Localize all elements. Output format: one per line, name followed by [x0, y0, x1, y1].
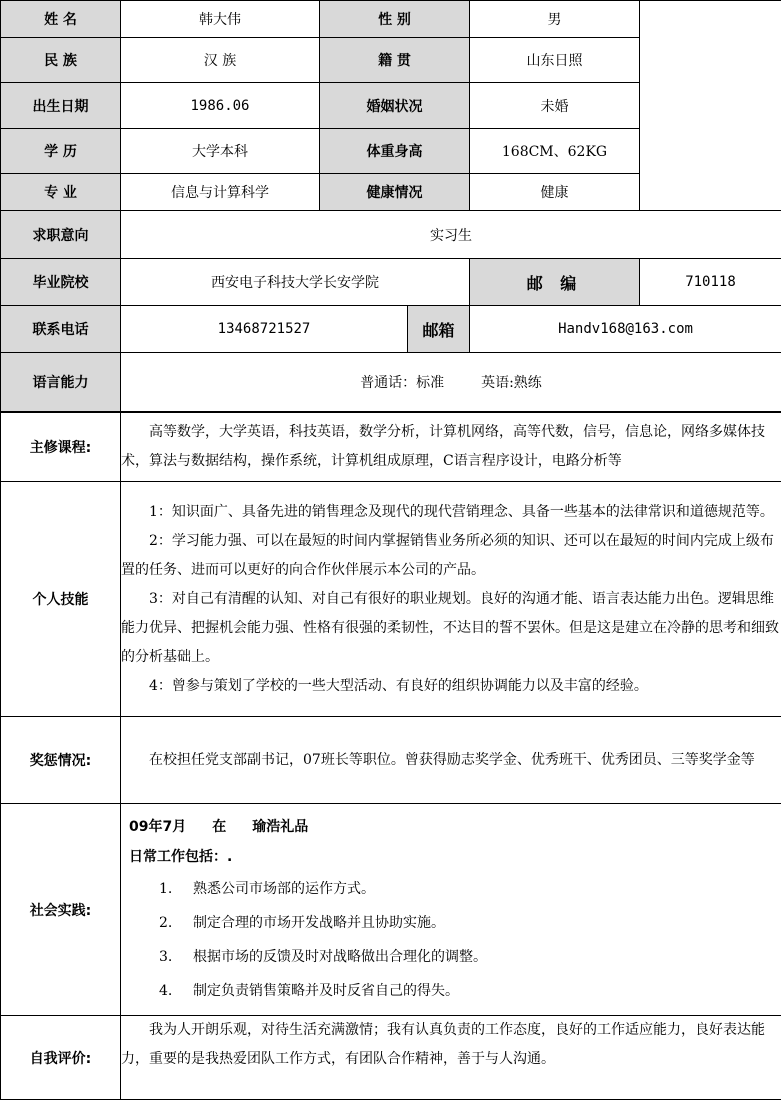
courses-text: 高等数学，大学英语，科技英语，数学分析，计算机网络，高等代数，信号，信息论，网络多媒体技术，算法与数据结构，操作系统，计算机组成原理，C语言程序设计，电路分析等 [121, 412, 781, 482]
gender-label: 性 别 [320, 1, 470, 38]
school-value: 西安电子科技大学长安学院 [121, 259, 470, 306]
courses-label: 主修课程: [1, 412, 121, 482]
awards-label: 奖惩情况: [1, 717, 121, 804]
practice-label: 社会实践: [1, 804, 121, 1016]
education-label: 学 历 [1, 129, 121, 174]
duty-text: 制定合理的市场开发战略并且协助实施。 [193, 915, 445, 931]
skills-content [121, 482, 781, 717]
skill-item: 3：对自己有清醒的认知、对自己有很好的职业规划。良好的沟通才能、语言表达能力出色。逻辑思维能力优异、把握机会能力强、性格有很强的柔韧性，不达目的誓不罢休。但是这是建立在冷静的思考和细致的分析基础上。 [121, 585, 781, 672]
job-value: 实习生 [121, 211, 781, 259]
marital-label: 婚姻状况 [320, 83, 470, 129]
zip-value: 710118 [640, 259, 781, 306]
duty-item [129, 906, 777, 940]
health-value: 健康 [470, 174, 640, 211]
zip-label: 邮 编 [527, 274, 583, 293]
language-value [121, 353, 781, 412]
email-value: Handv168@163.com [470, 306, 781, 353]
skills-label: 个人技能 [1, 482, 121, 717]
duty-text: 制定负责销售策略并及时反省自己的得失。 [193, 983, 459, 999]
gender-value: 男 [470, 1, 640, 38]
origin-value: 山东日照 [470, 38, 640, 83]
body-label: 体重身高 [320, 129, 470, 174]
school-label: 毕业院校 [1, 259, 121, 306]
phone-label: 联系电话 [1, 306, 121, 353]
practice-at: 在 [212, 819, 226, 835]
duty-item [129, 940, 777, 974]
education-value: 大学本科 [121, 129, 320, 174]
name-label: 姓 名 [1, 1, 121, 38]
awards-text: 在校担任党支部副书记，07班长等职位。曾获得励志奖学金、优秀班干、优秀团员、三等奖学金等 [121, 717, 781, 804]
duty-text: 熟悉公司市场部的运作方式。 [193, 881, 375, 897]
practice-company: 瑜浩礼品 [252, 819, 308, 835]
practice-content [121, 804, 781, 1016]
job-label: 求职意向 [1, 211, 121, 259]
duty-number: 1. [159, 872, 172, 906]
birth-value: 1986.06 [121, 83, 320, 129]
self-eval-text: 我为人开朗乐观，对待生活充满激情；我有认真负责的工作态度，良好的工作适应能力，良好表达能力，重要的是我热爱团队工作方式，有团队合作精神，善于与人沟通。 [121, 1016, 781, 1100]
duty-number: 3. [159, 940, 172, 974]
health-label: 健康情况 [320, 174, 470, 211]
mandarin-level: 普通话：标准 [360, 375, 444, 391]
duty-number: 2. [159, 906, 172, 940]
skill-item: 4：曾参与策划了学校的一些大型活动、有良好的组织协调能力以及丰富的经验。 [121, 672, 781, 701]
duty-item [129, 872, 777, 906]
duties-title: 日常工作包括：. [129, 842, 777, 872]
duty-text: 根据市场的反馈及时对战略做出合理化的调整。 [193, 949, 487, 965]
email-label-cell [408, 306, 470, 353]
photo-area [640, 1, 781, 211]
duty-number: 4. [159, 974, 172, 1008]
birth-label: 出生日期 [1, 83, 121, 129]
duty-item [129, 974, 777, 1008]
marital-value: 未婚 [470, 83, 640, 129]
duties-list [129, 872, 777, 1008]
practice-heading [129, 812, 777, 842]
ethnicity-value: 汉 族 [121, 38, 320, 83]
english-level: 英语:熟练 [481, 375, 542, 391]
skill-item: 2：学习能力强、可以在最短的时间内掌握销售业务所必须的知识、还可以在最短的时间内完成上级布置的任务、进而可以更好的向合作伙伴展示本公司的产品。 [121, 527, 781, 585]
major-value: 信息与计算科学 [121, 174, 320, 211]
origin-label: 籍 贯 [320, 38, 470, 83]
skill-item: 1：知识面广、具备先进的销售理念及现代的现代营销理念、具备一些基本的法律常识和道德规范等。 [121, 498, 781, 527]
ethnicity-label: 民 族 [1, 38, 121, 83]
name-value: 韩大伟 [121, 1, 320, 38]
phone-value: 13468721527 [121, 306, 408, 353]
practice-date: 09年7月 [129, 819, 186, 835]
self-eval-label: 自我评价: [1, 1016, 121, 1100]
zip-label-cell [470, 259, 640, 306]
email-label: 邮箱 [422, 321, 454, 340]
major-label: 专 业 [1, 174, 121, 211]
language-label: 语言能力 [1, 353, 121, 412]
body-value: 168CM、62KG [470, 129, 640, 174]
